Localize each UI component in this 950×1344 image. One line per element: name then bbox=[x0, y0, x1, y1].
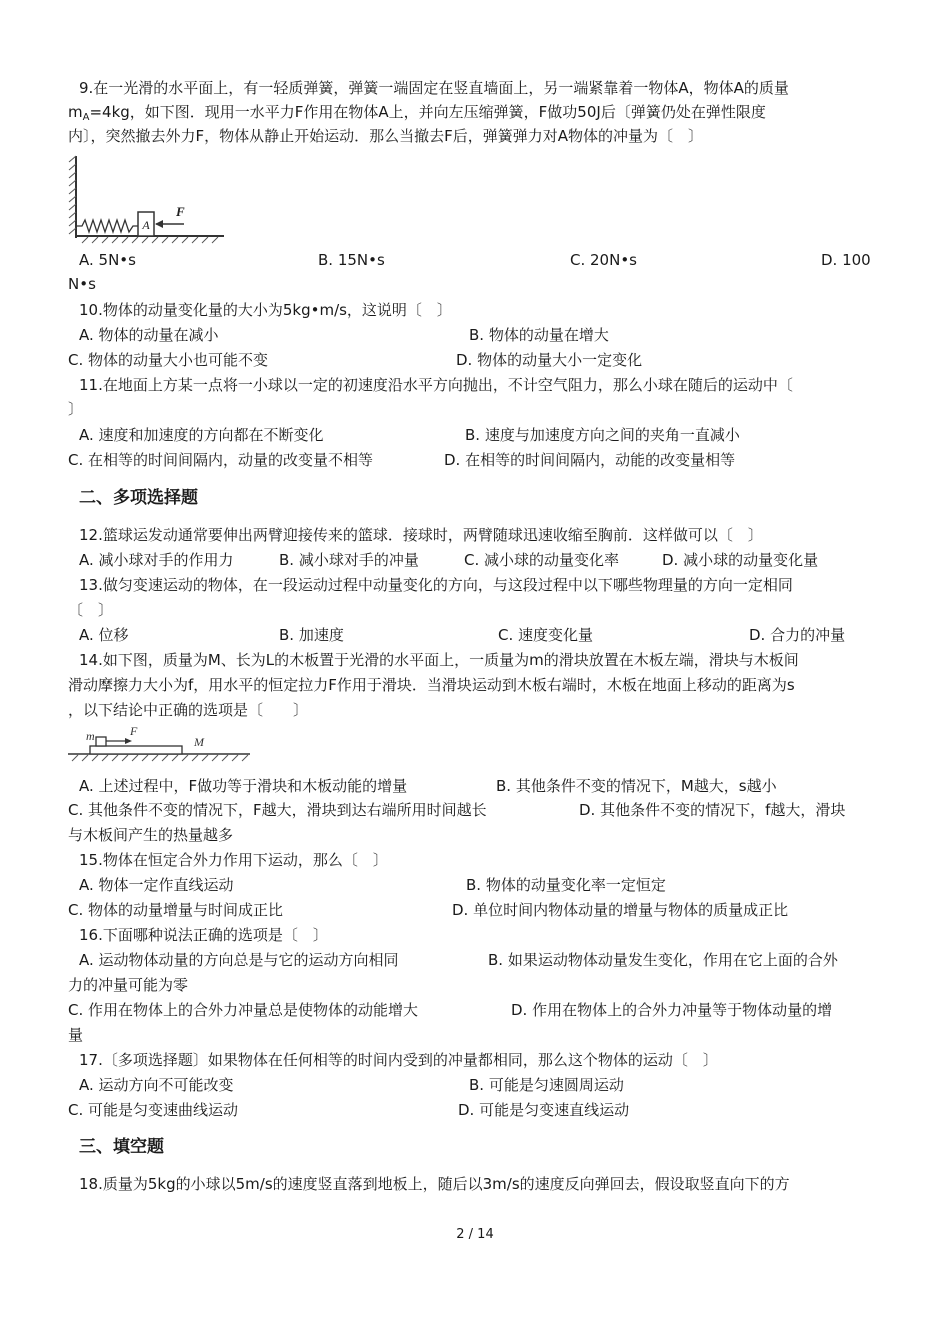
q12-option-b: B. 减小球对手的冲量 bbox=[279, 551, 419, 569]
q17-option-a: A. 运动方向不可能改变 bbox=[79, 1076, 234, 1094]
q9-figure-label-A: A bbox=[142, 218, 150, 232]
q15-option-d: D. 单位时间内物体动量的增量与物体的质量成正比 bbox=[452, 901, 789, 919]
q17-option-c: C. 可能是匀变速曲线运动 bbox=[68, 1101, 239, 1119]
q9-mass-symbol: m bbox=[68, 103, 83, 121]
q16-option-c: C. 作用在物体上的合外力冲量总是使物体的动能增大 bbox=[68, 1001, 419, 1019]
q17-stem: 17.〔多项选择题〕如果物体在任何相等的时间内受到的冲量都相同，那么这个物体的运动〔 〕 bbox=[79, 1051, 718, 1069]
q13-option-b: B. 加速度 bbox=[279, 626, 344, 644]
q12-option-c: C. 减小球的动量变化率 bbox=[464, 551, 620, 569]
q9-option-d-cont: N•s bbox=[68, 275, 96, 293]
q12-option-d: D. 减小球的动量变化量 bbox=[662, 551, 819, 569]
q14-stem-line2: 滑动摩擦力大小为f，用水平的恒定拉力F作用于滑块．当滑块运动到木板右端时，木板在地面上移动的距离为s bbox=[68, 676, 795, 694]
q14-figure-label-M: M bbox=[194, 735, 204, 749]
q13-stem-line2: 〔 〕 bbox=[68, 601, 114, 619]
q9-option-d: D. 100 bbox=[821, 251, 871, 269]
q9-stem-line2-text: =4kg，如下图．现用一水平力F作用在物体A上，并向左压缩弹簧，F做功50J后〔弹簧仍处在弹性限度 bbox=[89, 103, 766, 121]
q14-board-figure bbox=[66, 724, 252, 766]
q9-mass-subscript: A bbox=[82, 112, 90, 123]
q9-stem-line2 bbox=[68, 102, 766, 128]
q14-option-a: A. 上述过程中，F做功等于滑块和木板动能的增量 bbox=[79, 777, 408, 795]
q16-option-b-cont: 力的冲量可能为零 bbox=[68, 976, 189, 994]
q14-figure-label-F: F bbox=[130, 724, 138, 738]
q17-option-d: D. 可能是匀变速直线运动 bbox=[458, 1101, 630, 1119]
q10-option-d: D. 物体的动量大小一定变化 bbox=[456, 351, 643, 369]
q11-option-a: A. 速度和加速度的方向都在不断变化 bbox=[79, 426, 324, 444]
q11-option-d: D. 在相等的时间间隔内，动能的改变量相等 bbox=[444, 451, 736, 469]
q9-option-b: B. 15N•s bbox=[318, 251, 385, 269]
q14-figure-label-m: m bbox=[86, 729, 95, 743]
q13-option-d: D. 合力的冲量 bbox=[749, 626, 846, 644]
q10-stem: 10.物体的动量变化量的大小为5kg•m/s，这说明〔 〕 bbox=[79, 301, 452, 319]
q13-option-c: C. 速度变化量 bbox=[498, 626, 594, 644]
q10-option-c: C. 物体的动量大小也可能不变 bbox=[68, 351, 269, 369]
q16-option-d: D. 作用在物体上的合外力冲量等于物体动量的增 bbox=[511, 1001, 833, 1019]
q12-stem: 12.篮球运发动通常要伸出两臂迎接传来的篮球．接球时，两臂随球迅速收缩至胸前．这样做可以〔 〕 bbox=[79, 526, 763, 544]
q11-stem-line2: 〕 bbox=[68, 400, 84, 418]
q16-option-a: A. 运动物体动量的方向总是与它的运动方向相同 bbox=[79, 951, 399, 969]
q17-option-b: B. 可能是匀速圆周运动 bbox=[469, 1076, 624, 1094]
q14-option-b: B. 其他条件不变的情况下，M越大，s越小 bbox=[496, 777, 777, 795]
q11-option-b: B. 速度与加速度方向之间的夹角一直减小 bbox=[465, 426, 740, 444]
q14-stem-line1: 14.如下图，质量为M、长为L的木板置于光滑的水平面上，一质量为m的滑块放置在木板左端，滑块与木板间 bbox=[79, 651, 799, 669]
q9-stem-line3: 内〕，突然撤去外力F，物体从静止开始运动．那么当撤去F后，弹簧弹力对A物体的冲量为〔 〕 bbox=[68, 127, 704, 145]
q15-option-a: A. 物体一定作直线运动 bbox=[79, 876, 234, 894]
q18-stem-line1: 18.质量为5kg的小球以5m/s的速度竖直落到地板上，随后以3m/s的速度反向弹回去，假设取竖直向下的方 bbox=[79, 1175, 790, 1193]
q10-option-b: B. 物体的动量在增大 bbox=[469, 326, 609, 344]
section-heading-multiple-choice: 二、多项选择题 bbox=[79, 488, 198, 508]
q11-option-c: C. 在相等的时间间隔内，动量的改变量不相等 bbox=[68, 451, 374, 469]
q13-option-a: A. 位移 bbox=[79, 626, 129, 644]
q9-option-c: C. 20N•s bbox=[570, 251, 637, 269]
q14-stem-line3: ，以下结论中正确的选项是〔 〕 bbox=[68, 701, 309, 719]
page-number: 2 / 14 bbox=[456, 1227, 494, 1242]
q11-stem-line1: 11.在地面上方某一点将一小球以一定的初速度沿水平方向抛出，不计空气阻力，那么小球在随后的运动中〔 bbox=[79, 376, 793, 394]
q9-stem-line1: 9.在一光滑的水平面上，有一轻质弹簧，弹簧一端固定在竖直墙面上，另一端紧靠着一物体A，物体A的质量 bbox=[79, 79, 789, 97]
q15-option-c: C. 物体的动量增量与时间成正比 bbox=[68, 901, 284, 919]
q14-option-d-cont: 与木板间产生的热量越多 bbox=[68, 826, 234, 844]
q16-option-d-cont: 量 bbox=[68, 1026, 84, 1044]
q9-spring-figure bbox=[68, 152, 228, 244]
q9-option-a: A. 5N•s bbox=[79, 251, 136, 269]
q15-option-b: B. 物体的动量变化率一定恒定 bbox=[466, 876, 666, 894]
section-heading-fill-in: 三、填空题 bbox=[79, 1137, 164, 1157]
q12-option-a: A. 减小球对手的作用力 bbox=[79, 551, 234, 569]
q13-stem-line1: 13.做匀变速运动的物体，在一段运动过程中动量变化的方向，与这段过程中以下哪些物理量的方向一定相同 bbox=[79, 576, 793, 594]
q10-option-a: A. 物体的动量在减小 bbox=[79, 326, 219, 344]
q14-option-c: C. 其他条件不变的情况下，F越大，滑块到达右端所用时间越长 bbox=[68, 801, 487, 819]
q16-option-b: B. 如果运动物体动量发生变化，作用在它上面的合外 bbox=[488, 951, 838, 969]
q14-option-d: D. 其他条件不变的情况下，f越大，滑块 bbox=[579, 801, 846, 819]
q9-figure-label-F: F bbox=[176, 204, 185, 219]
q15-stem: 15.物体在恒定合外力作用下运动，那么〔 〕 bbox=[79, 851, 388, 869]
q16-stem: 16.下面哪种说法正确的选项是〔 〕 bbox=[79, 926, 328, 944]
